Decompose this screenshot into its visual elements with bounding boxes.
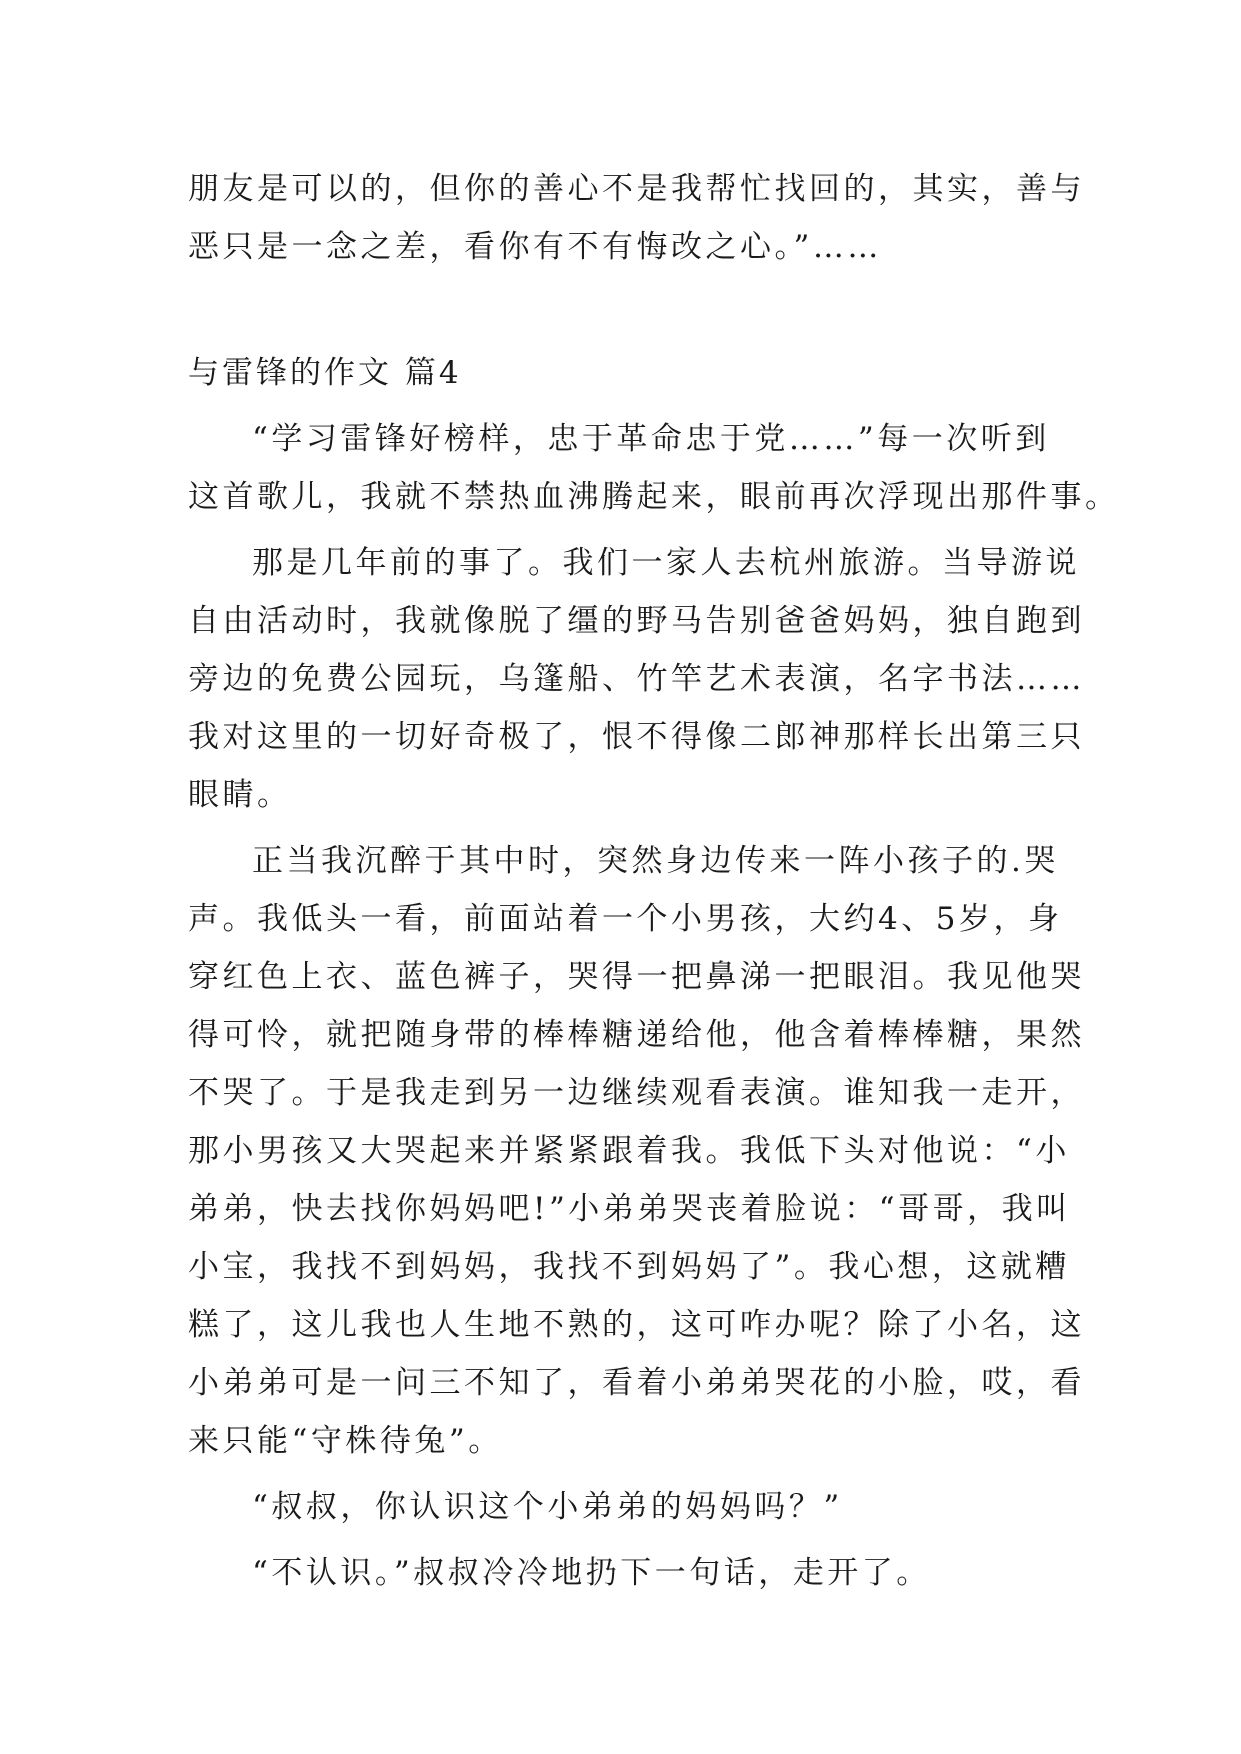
document-page — [188, 160, 1120, 1602]
paragraph-line: 来只能“守株待兔”。 — [188, 1423, 503, 1459]
paragraph-line: 眼睛。 — [188, 777, 292, 813]
paragraph-line: 得可怜，就把随身带的棒棒糖递给他，他含着棒棒糖，果然 — [188, 1017, 1085, 1053]
paragraph-line: 自由活动时，我就像脱了缰的野马告别爸爸妈妈，独自跑到 — [188, 603, 1085, 639]
paragraph-2 — [188, 534, 1085, 824]
paragraph-5 — [188, 1544, 1068, 1602]
paragraph-1 — [188, 410, 1120, 526]
essay-heading: 与雷锋的作文 篇4 — [188, 355, 462, 391]
intro-line-1: 朋友是可以的，但你的善心不是我帮忙找回的，其实，善与 — [188, 171, 1085, 207]
paragraph-line: 那小男孩又大哭起来并紧紧跟着我。我低下头对他说：“小 — [188, 1133, 1070, 1169]
paragraph-line: 旁边的免费公园玩，乌篷船、竹竿艺术表演，名字书法…… — [188, 661, 1085, 697]
paragraph-line: 这首歌儿，我就不禁热血沸腾起来，眼前再次浮现出那件事。 — [188, 479, 1120, 515]
paragraph-line: 弟弟，快去找你妈妈吧!”小弟弟哭丧着脸说：“哥哥，我叫 — [188, 1191, 1071, 1227]
paragraph-line: 那是几年前的事了。我们一家人去杭州旅游。当导游说 — [252, 545, 1080, 581]
paragraph-line: “学习雷锋好榜样，忠于革命忠于党……”每一次听到 — [252, 421, 1050, 457]
paragraph-line: 正当我沉醉于其中时，突然身边传来一阵小孩子的.哭 — [252, 843, 1059, 879]
paragraph-line: 小弟弟可是一问三不知了，看着小弟弟哭花的小脸，哎，看 — [188, 1365, 1085, 1401]
paragraph-line: 我对这里的一切好奇极了，恨不得像二郎神那样长出第三只 — [188, 719, 1085, 755]
intro-line-2: 恶只是一念之差，看你有不有悔改之心。”…… — [188, 229, 882, 265]
paragraph-line: 糕了，这儿我也人生地不熟的，这可咋办呢？除了小名，这 — [188, 1307, 1085, 1343]
paragraph-line: 不哭了。于是我走到另一边继续观看表演。谁知我一走开， — [188, 1075, 1085, 1111]
paragraph-3 — [188, 832, 1085, 1470]
paragraph-line: 声。我低头一看，前面站着一个小男孩，大约4、5岁，身 — [188, 901, 1063, 937]
paragraph-line: 穿红色上衣、蓝色裤子，哭得一把鼻涕一把眼泪。我见他哭 — [188, 959, 1085, 995]
paragraph-line: “叔叔，你认识这个小弟弟的妈妈吗？” — [252, 1489, 843, 1525]
paragraph-line: “不认识。”叔叔冷冷地扔下一句话，走开了。 — [252, 1555, 931, 1591]
paragraph-4 — [188, 1478, 1068, 1536]
paragraph-line: 小宝，我找不到妈妈，我找不到妈妈了”。我心想，这就糟 — [188, 1249, 1070, 1285]
